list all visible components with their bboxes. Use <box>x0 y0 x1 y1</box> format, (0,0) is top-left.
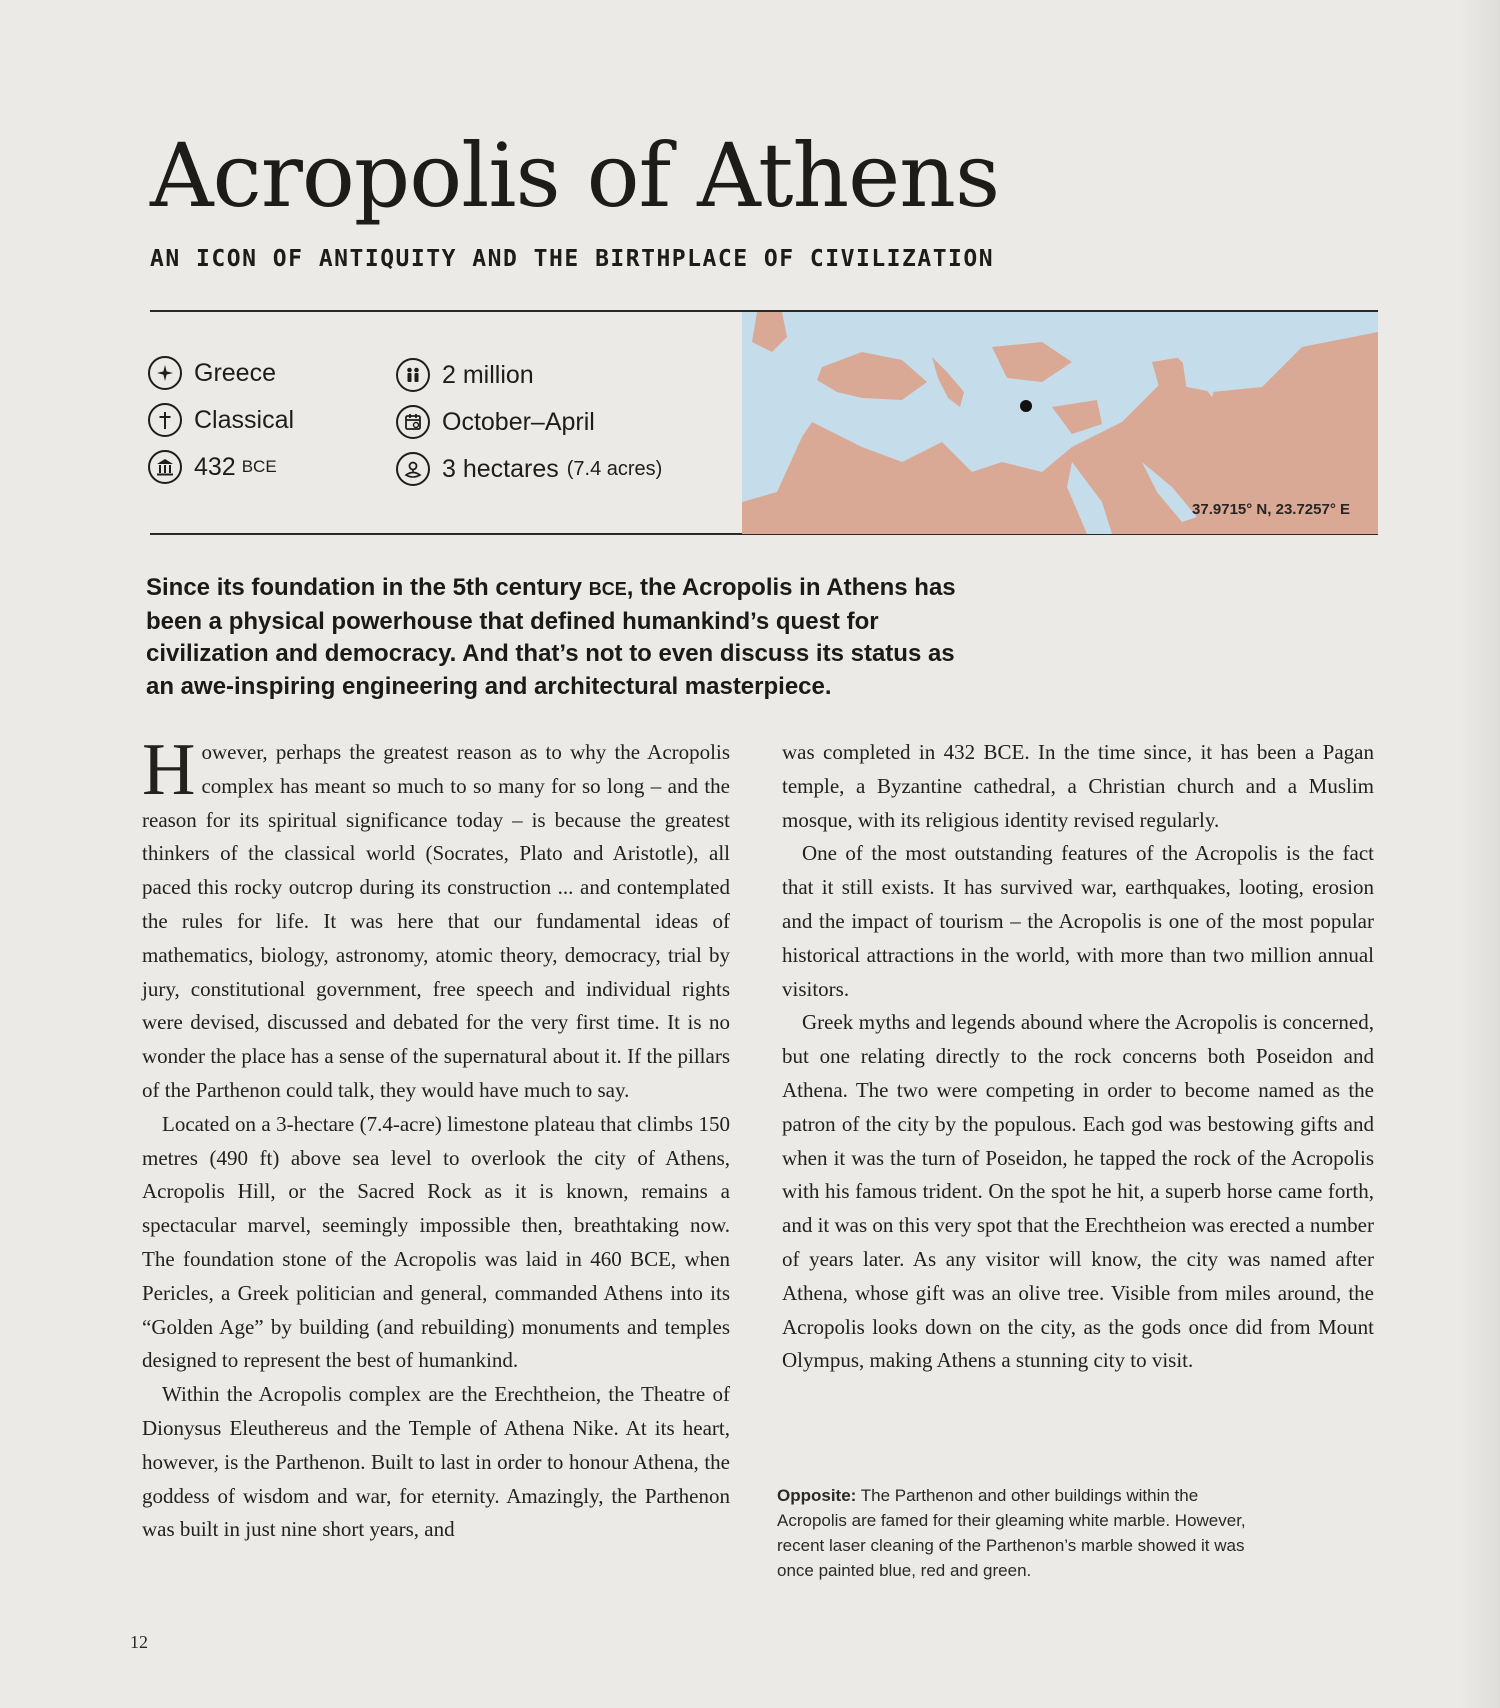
body-paragraph-6: Greek myths and legends abound where the Acropolis is concerned, but one relating directly to the rock concerns both Poseidon and Athena. The two were competing in order to become named as the patron of the city by the populous. Each god was bestowing gifts and when it was the turn of Poseidon, he tapped the rock of the Acropolis with his famous trident. On the spot he hit, a superb horse came forth, and it was on this very spot that the Erechtheion was erected a number of years later. As any visitor will know, the city was named after Athena, whose gift was an olive tree. Visible from miles around, the Acropolis looks down on the city, as the gods once did from Mount Olympus, making Athens a stunning city to visit. <box>782 1010 1374 1373</box>
page-edge-shadow <box>1460 0 1500 1708</box>
lede-paragraph <box>146 572 986 703</box>
fact-era <box>148 403 294 437</box>
page-number: 12 <box>130 1632 148 1652</box>
drop-cap: H <box>142 729 196 811</box>
fact-year-text: 432 <box>194 452 236 481</box>
temple-icon <box>148 450 182 484</box>
photo-caption <box>777 1483 1247 1583</box>
body-column-right <box>782 736 1374 1378</box>
fact-year <box>148 450 277 484</box>
fact-country-text: Greece <box>194 358 276 387</box>
body-paragraph-1 <box>142 729 730 1108</box>
fact-area <box>396 452 662 486</box>
map-coordinates: 37.9715° N, 23.7257° E <box>1192 501 1350 518</box>
body-paragraph-4: was completed in 432 BCE. In the time since, it has been a Pagan temple, a Byzantine cathedral, a Christian church and a Muslim mosque, with its religious identity revised regularly. <box>782 740 1374 832</box>
area-icon <box>396 452 430 486</box>
lede-era: BCE <box>588 579 627 599</box>
fact-year-suffix: BCE <box>241 457 277 476</box>
lede-text-2: , the Acropolis in Athens has been a physical powerhouse that defined humankind’s quest for civilization and democracy. And that’s not to even discuss its status as an awe-inspiring engineering and architectural masterpiece. <box>146 574 956 700</box>
body-paragraph-1-text: owever, perhaps the greatest reason as to why the Acropolis complex has meant so much to so many for so long – and the reason for its spiritual significance today – is because the greatest thinkers of the classical world (Socrates, Plato and Aristotle), all paced this rocky outcrop during its construction ... and contemplated the rules for life. It was here that our fundamental ideas of mathematics, biology, astronomy, atomic theory, democracy, trial by jury, constitutional government, free speech and individual rights were devised, discussed and debated for the very first time. It is no wonder the place has a sense of the supernatural about it. If the pillars of the Parthenon could talk, they would have much to say. <box>142 740 730 1102</box>
calendar-icon <box>396 405 430 439</box>
fact-visitors <box>396 358 534 392</box>
people-icon <box>396 358 430 392</box>
fact-era-text: Classical <box>194 405 295 434</box>
fact-season-text: October–April <box>442 407 595 436</box>
fact-country <box>148 356 276 390</box>
fact-season <box>396 405 595 439</box>
page-subtitle: AN ICON OF ANTIQUITY AND THE BIRTHPLACE OF CIVILIZATION <box>150 246 995 272</box>
fact-visitors-text: 2 million <box>442 360 534 389</box>
body-paragraph-5: One of the most outstanding features of the Acropolis is the fact that it still exists. It has survived war, earthquakes, looting, erosion and the impact of tourism – the Acropolis is one of the most popular historical attractions in the world, with more than two million annual visitors. <box>782 841 1374 1001</box>
location-map <box>742 312 1378 534</box>
fact-area-text: 3 hectares <box>442 454 559 483</box>
page-title: Acropolis of Athens <box>150 124 1000 227</box>
fact-area-note: (7.4 acres) <box>566 457 663 480</box>
body-column-left <box>142 729 730 1547</box>
caption-label: Opposite: <box>777 1486 857 1505</box>
caption-text: The Parthenon and other buildings within the Acropolis are famed for their gleaming white marble. However, recent laser cleaning of the Parthenon’s marble showed it was once painted blue, red and green. <box>777 1486 1246 1580</box>
compass-icon <box>148 356 182 390</box>
lede-text-1: Since its foundation in the 5th century <box>146 574 589 601</box>
body-paragraph-2: Located on a 3-hectare (7.4-acre) limestone plateau that climbs 150 metres (490 ft) above sea level to overlook the city of Athens, Acropolis Hill, or the Sacred Rock as it is known, remains a spectacular marvel, seemingly impossible then, breathtaking now. The foundation stone of the Acropolis was laid in 460 BCE, when Pericles, a Greek politician and general, commanded Athens into its “Golden Age” by building (and rebuilding) monuments and temples designed to represent the best of humankind. <box>142 1111 730 1373</box>
cross-icon <box>148 403 182 437</box>
body-paragraph-3: Within the Acropolis complex are the Erechtheion, the Theatre of Dionysus Eleuthereus and the Temple of Athena Nike. At its heart, however, is the Parthenon. Built to last in order to honour Athena, the goddess of wisdom and war, for eternity. Amazingly, the Parthenon was built in just nine short years, and <box>142 1382 730 1542</box>
